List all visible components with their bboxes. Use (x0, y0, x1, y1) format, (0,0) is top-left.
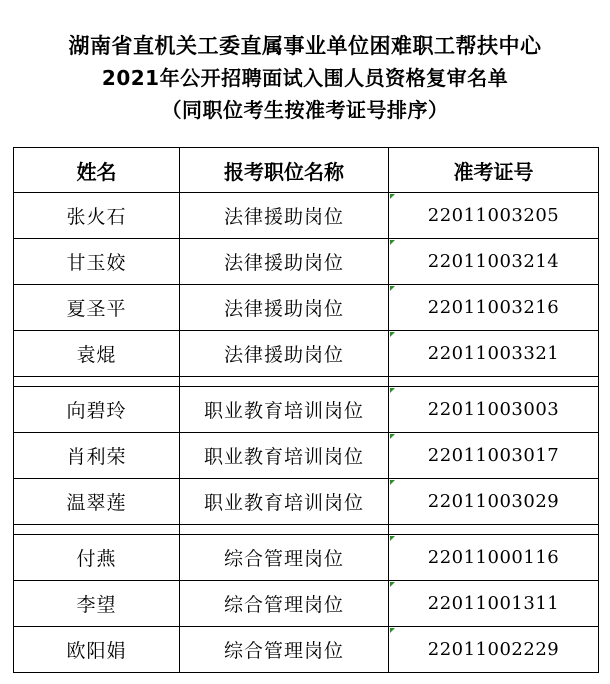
cell-position: 综合管理岗位 (180, 627, 389, 673)
cell-position: 法律援助岗位 (180, 239, 389, 285)
separator-cell (180, 525, 389, 535)
cell-position: 法律援助岗位 (180, 193, 389, 239)
cell-position: 职业教育培训岗位 (180, 433, 389, 479)
cell-exam-id: 22011003321 (389, 331, 599, 377)
cell-position: 综合管理岗位 (180, 581, 389, 627)
cell-exam-id: 22011002229 (389, 627, 599, 673)
separator-cell (180, 377, 389, 387)
table-row (14, 581, 599, 627)
cell-name: 向碧玲 (14, 387, 180, 433)
cell-exam-id: 22011003216 (389, 285, 599, 331)
document-title (0, 30, 610, 126)
cell-position: 职业教育培训岗位 (180, 387, 389, 433)
table-row (14, 433, 599, 479)
cell-name: 李望 (14, 581, 180, 627)
cell-name: 袁焜 (14, 331, 180, 377)
table-row (14, 535, 599, 581)
cell-exam-id: 22011003205 (389, 193, 599, 239)
cell-exam-id: 22011003029 (389, 479, 599, 525)
separator-cell (14, 525, 180, 535)
cell-position: 法律援助岗位 (180, 285, 389, 331)
table-row (14, 627, 599, 673)
cell-position: 法律援助岗位 (180, 331, 389, 377)
title-line-2: 2021年公开招聘面试入围人员资格复审名单 (101, 66, 509, 90)
cell-position: 职业教育培训岗位 (180, 479, 389, 525)
cell-name: 张火石 (14, 193, 180, 239)
cell-exam-id: 22011003003 (389, 387, 599, 433)
table-row (14, 193, 599, 239)
table-row (14, 479, 599, 525)
cell-exam-id: 22011000116 (389, 535, 599, 581)
group-separator-row (14, 377, 599, 387)
header-name: 姓名 (14, 148, 180, 193)
cell-exam-id: 22011003017 (389, 433, 599, 479)
table-row (14, 387, 599, 433)
table-row (14, 239, 599, 285)
table-row (14, 331, 599, 377)
cell-position: 综合管理岗位 (180, 535, 389, 581)
cell-exam-id: 22011003214 (389, 239, 599, 285)
separator-cell (14, 377, 180, 387)
cell-name: 肖利荣 (14, 433, 180, 479)
table-row (14, 285, 599, 331)
title-line-1: 湖南省直机关工委直属事业单位困难职工帮扶中心 (68, 34, 542, 58)
title-line-3: （同职位考生按准考证号排序） (161, 98, 449, 122)
candidate-table (13, 147, 599, 673)
header-exam-id: 准考证号 (389, 148, 599, 193)
separator-cell (389, 377, 599, 387)
cell-name: 欧阳娟 (14, 627, 180, 673)
cell-name: 付燕 (14, 535, 180, 581)
cell-name: 甘玉姣 (14, 239, 180, 285)
cell-exam-id: 22011001311 (389, 581, 599, 627)
header-position: 报考职位名称 (180, 148, 389, 193)
group-separator-row (14, 525, 599, 535)
separator-cell (389, 525, 599, 535)
table-header-row (14, 148, 599, 193)
cell-name: 温翠莲 (14, 479, 180, 525)
cell-name: 夏圣平 (14, 285, 180, 331)
